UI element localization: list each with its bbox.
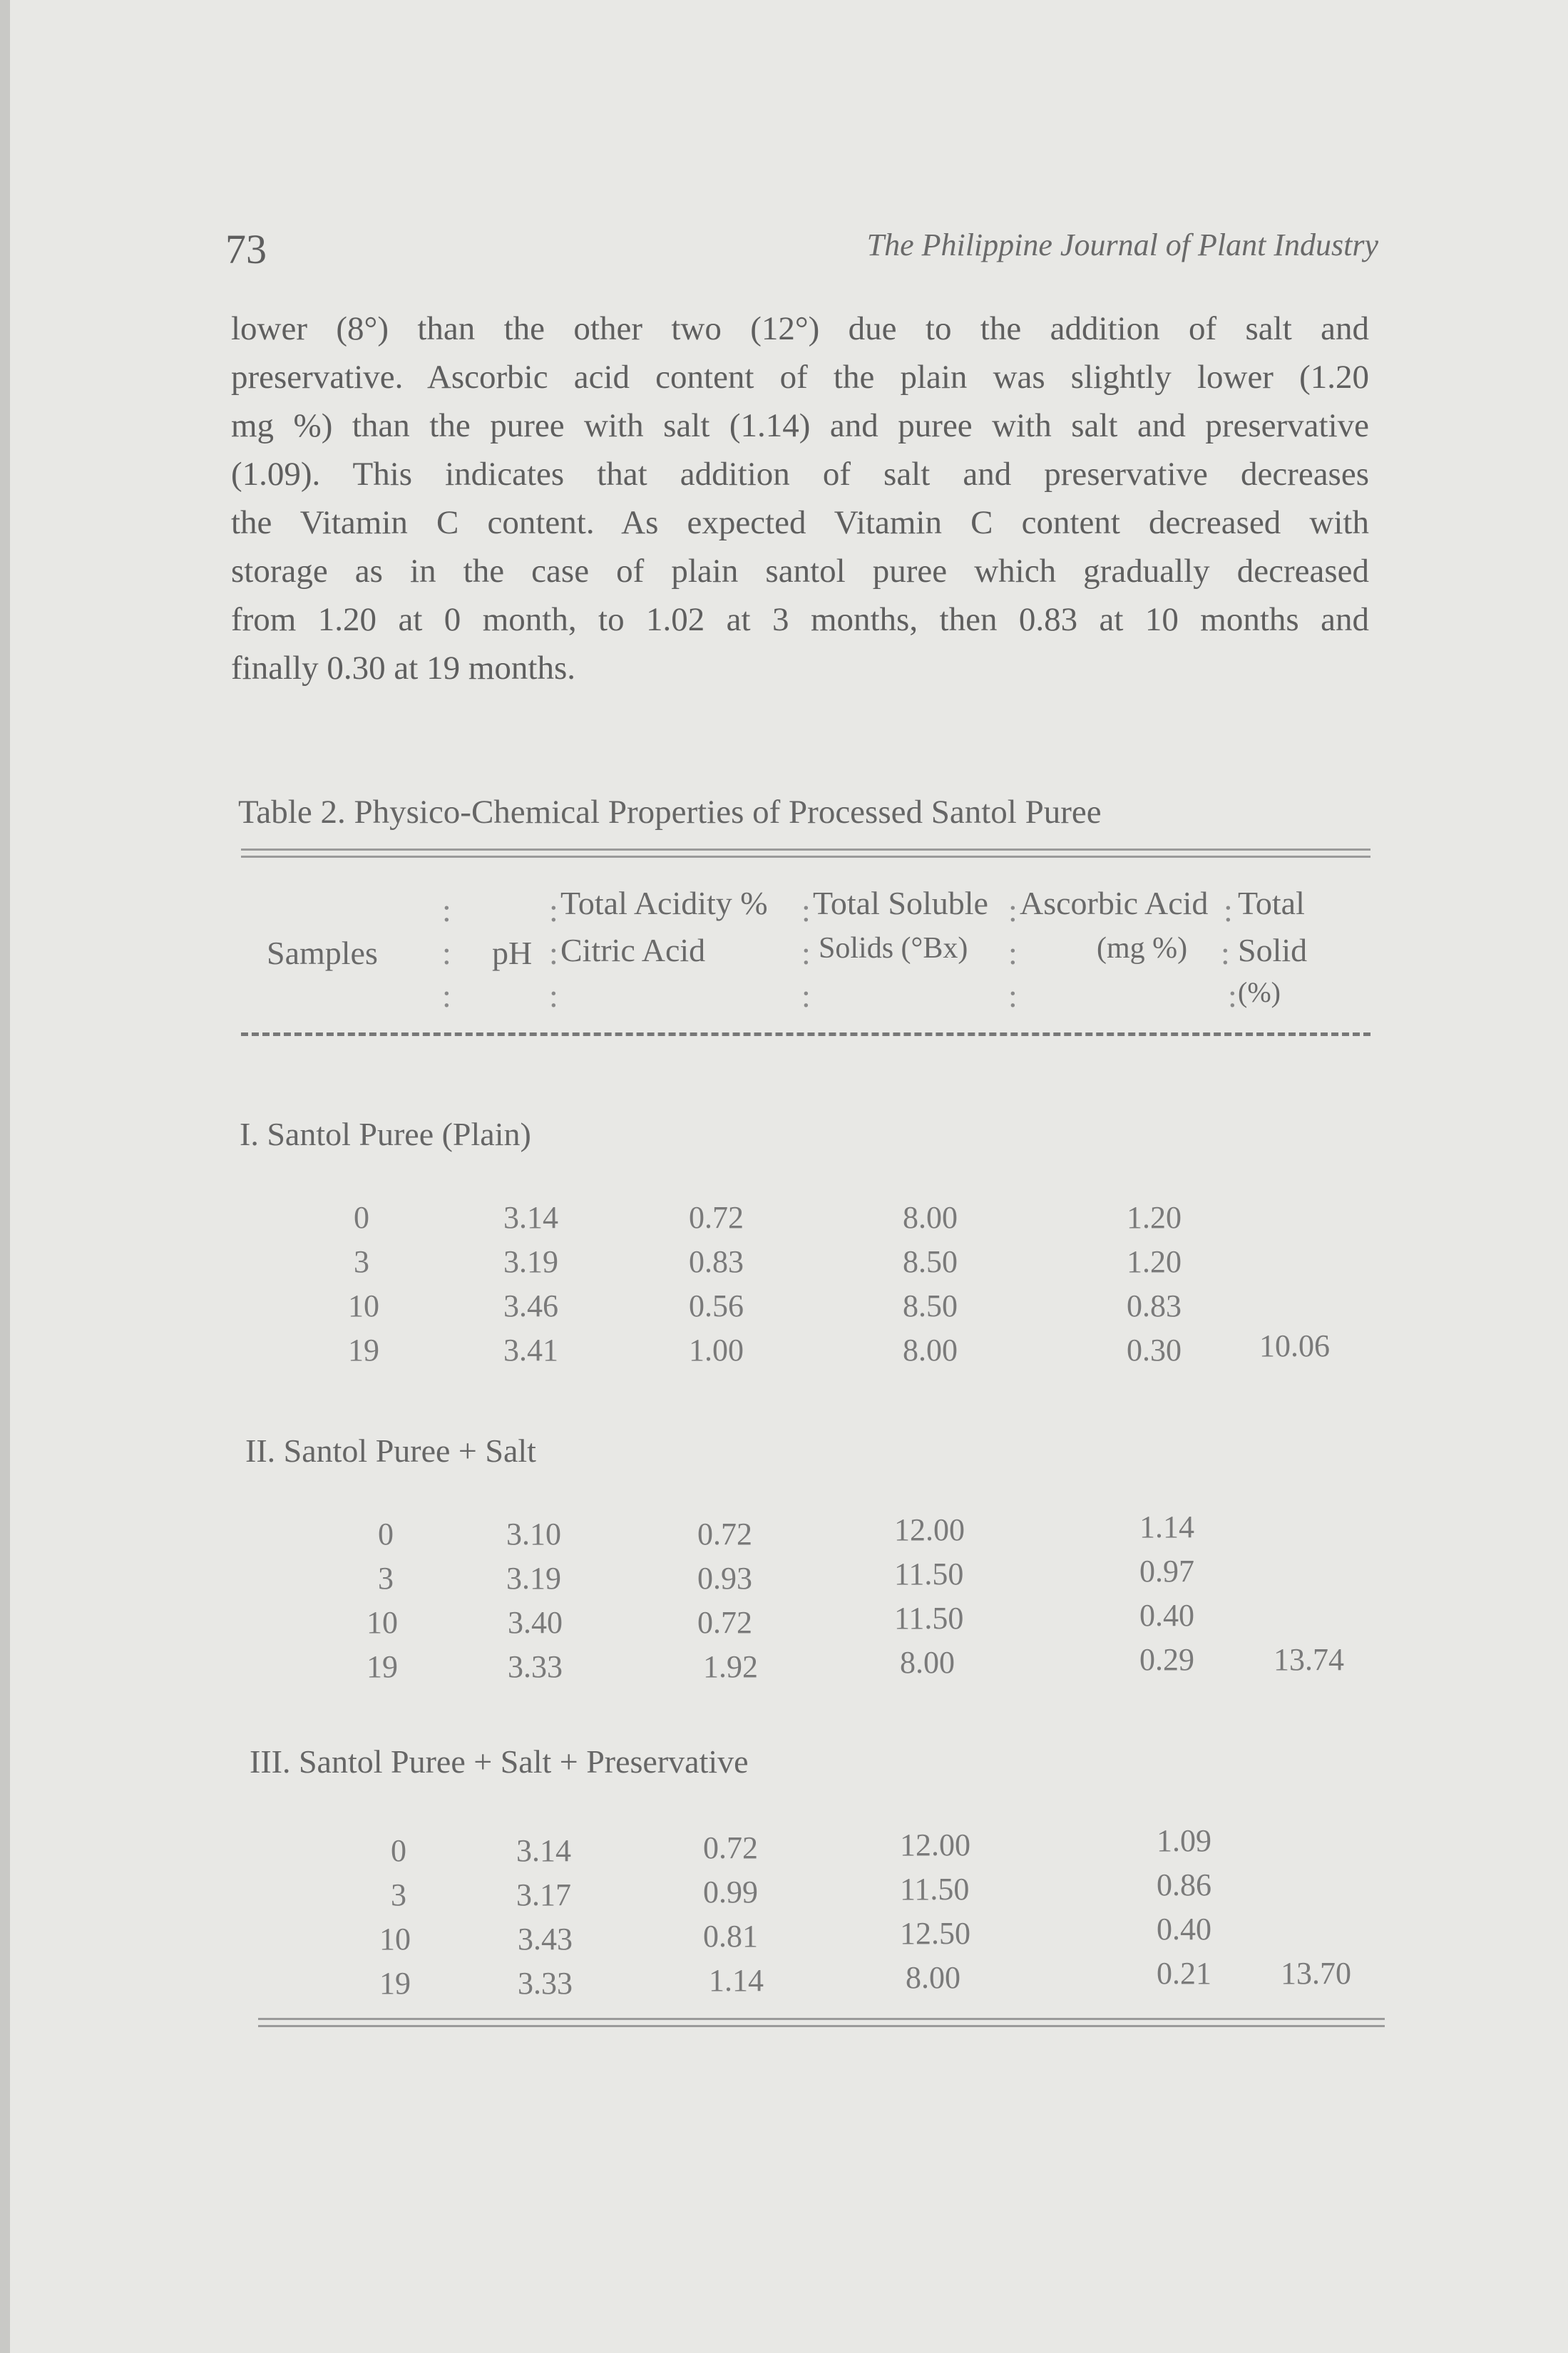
cell-ph: 3.40 [508, 1605, 563, 1640]
cell-soluble-solids: 12.00 [894, 1512, 965, 1547]
paragraph-line: finally 0.30 at 19 months. [231, 650, 576, 687]
header-ascorbic-sub: (mg %) [1097, 932, 1188, 965]
cell-month: 3 [378, 1561, 394, 1596]
journal-title: The Philippine Journal of Plant Industry [866, 227, 1378, 262]
cell-ph: 3.33 [518, 1966, 573, 2001]
cell-ph: 3.10 [506, 1517, 561, 1552]
header-separator: : [549, 978, 558, 1014]
cell-soluble-solids: 12.50 [900, 1916, 970, 1951]
header-separator: : [801, 978, 811, 1014]
cell-acidity: 0.72 [697, 1517, 752, 1552]
cell-month: 19 [367, 1649, 398, 1684]
header-separator: : [801, 892, 811, 928]
cell-acidity: 0.72 [703, 1830, 758, 1865]
cell-month: 19 [379, 1966, 411, 2001]
header-separator: : [801, 935, 811, 971]
cell-soluble-solids: 11.50 [894, 1557, 964, 1591]
cell-ascorbic: 0.86 [1157, 1867, 1211, 1902]
cell-ph: 3.17 [516, 1877, 571, 1912]
group-title: II. Santol Puree + Salt [245, 1432, 536, 1469]
cell-soluble-solids: 12.00 [900, 1827, 970, 1862]
cell-ascorbic: 0.30 [1127, 1333, 1182, 1368]
cell-ascorbic: 1.09 [1157, 1823, 1211, 1858]
cell-total-solid: 10.06 [1259, 1328, 1330, 1363]
page-edge-shadow [0, 0, 10, 2353]
paragraph-line: lower (8°) than the other two (12°) due to the addition of salt and [231, 310, 1369, 347]
cell-month: 10 [348, 1288, 379, 1323]
cell-ph: 3.43 [518, 1922, 573, 1957]
cell-ascorbic: 0.29 [1139, 1642, 1194, 1677]
header-separator: : [442, 935, 451, 971]
header-separator: : [1224, 892, 1233, 928]
header-total-solid: Total [1238, 885, 1305, 921]
cell-soluble-solids: 8.50 [903, 1288, 958, 1323]
paragraph-line: preservative. Ascorbic acid content of the plain was slightly lower (1.20 [231, 359, 1369, 396]
cell-ascorbic: 0.83 [1127, 1288, 1182, 1323]
cell-month: 0 [391, 1833, 406, 1868]
cell-acidity: 0.56 [689, 1288, 744, 1323]
paragraph-line: mg %) than the puree with salt (1.14) and puree with salt and preservative [231, 407, 1369, 444]
header-separator: : [1008, 892, 1018, 928]
cell-month: 0 [354, 1200, 369, 1235]
cell-ph: 3.19 [503, 1244, 558, 1279]
paragraph-line: storage as in the case of plain santol puree which gradually decreased [231, 553, 1369, 590]
header-separator: : [1228, 978, 1237, 1014]
header-separator: : [442, 892, 451, 928]
header-separator: : [442, 978, 451, 1014]
header-separator: : [1008, 935, 1018, 971]
cell-month: 0 [378, 1517, 394, 1552]
header-acidity: Total Acidity % [560, 885, 768, 921]
cell-acidity: 0.81 [703, 1919, 758, 1954]
cell-ph: 3.19 [506, 1561, 561, 1596]
cell-acidity: 0.72 [689, 1200, 744, 1235]
cell-acidity: 0.83 [689, 1244, 744, 1279]
header-total-solid-unit: (%) [1238, 976, 1281, 1008]
cell-ph: 3.14 [516, 1833, 571, 1868]
paragraph-line: the Vitamin C content. As expected Vitamin C content decreased with [231, 504, 1369, 541]
cell-acidity: 0.99 [703, 1875, 758, 1909]
header-total-solid-sub: Solid [1238, 932, 1308, 968]
cell-month: 3 [354, 1244, 369, 1279]
cell-soluble-solids: 8.00 [906, 1960, 960, 1995]
header-samples: Samples [267, 935, 378, 971]
cell-ph: 3.14 [503, 1200, 558, 1235]
cell-acidity: 1.14 [709, 1963, 764, 1998]
paragraph-line: (1.09). This indicates that addition of salt and preservative decreases [231, 456, 1369, 493]
cell-total-solid: 13.70 [1281, 1956, 1351, 1991]
cell-month: 19 [348, 1333, 379, 1368]
cell-soluble-solids: 8.50 [903, 1244, 958, 1279]
cell-soluble-solids: 11.50 [894, 1601, 964, 1636]
cell-ph: 3.46 [503, 1288, 558, 1323]
cell-ascorbic: 0.97 [1139, 1554, 1194, 1589]
header-acidity-sub: Citric Acid [560, 932, 706, 968]
cell-ph: 3.33 [508, 1649, 563, 1684]
paragraph-line: from 1.20 at 0 month, to 1.02 at 3 months, then 0.83 at 10 months and [231, 601, 1369, 638]
cell-acidity: 1.92 [703, 1649, 758, 1684]
cell-acidity: 0.93 [697, 1561, 752, 1596]
header-ph: pH [492, 935, 533, 971]
cell-ascorbic: 0.40 [1157, 1912, 1211, 1947]
cell-month: 10 [367, 1605, 398, 1640]
cell-ascorbic: 0.21 [1157, 1956, 1211, 1991]
table-caption: Table 2. Physico-Chemical Properties of Processed Santol Puree [238, 794, 1102, 831]
cell-month: 10 [379, 1922, 411, 1957]
header-separator: : [1221, 935, 1230, 971]
header-soluble-solids: Total Soluble [813, 885, 988, 921]
header-separator: : [1008, 978, 1018, 1014]
cell-soluble-solids: 8.00 [900, 1645, 955, 1680]
cell-soluble-solids: 11.50 [900, 1872, 970, 1907]
cell-ascorbic: 1.20 [1127, 1200, 1182, 1235]
cell-ascorbic: 0.40 [1139, 1598, 1194, 1633]
cell-acidity: 0.72 [697, 1605, 752, 1640]
cell-ascorbic: 1.14 [1139, 1509, 1194, 1544]
cell-month: 3 [391, 1877, 406, 1912]
header-soluble-solids-sub: Solids (°Bx) [819, 932, 968, 965]
header-separator: : [549, 935, 558, 971]
header-ascorbic: Ascorbic Acid [1020, 885, 1209, 921]
cell-acidity: 1.00 [689, 1333, 744, 1368]
table-top-rule [241, 849, 1370, 858]
table-bottom-rule [258, 2018, 1385, 2027]
header-divider [241, 1032, 1370, 1036]
cell-ph: 3.41 [503, 1333, 558, 1368]
cell-ascorbic: 1.20 [1127, 1244, 1182, 1279]
page-number: 73 [225, 226, 267, 272]
cell-soluble-solids: 8.00 [903, 1200, 958, 1235]
cell-total-solid: 13.74 [1274, 1642, 1344, 1677]
group-title: III. Santol Puree + Salt + Preservative [250, 1743, 749, 1780]
group-title: I. Santol Puree (Plain) [240, 1116, 531, 1152]
cell-soluble-solids: 8.00 [903, 1333, 958, 1368]
header-separator: : [549, 892, 558, 928]
